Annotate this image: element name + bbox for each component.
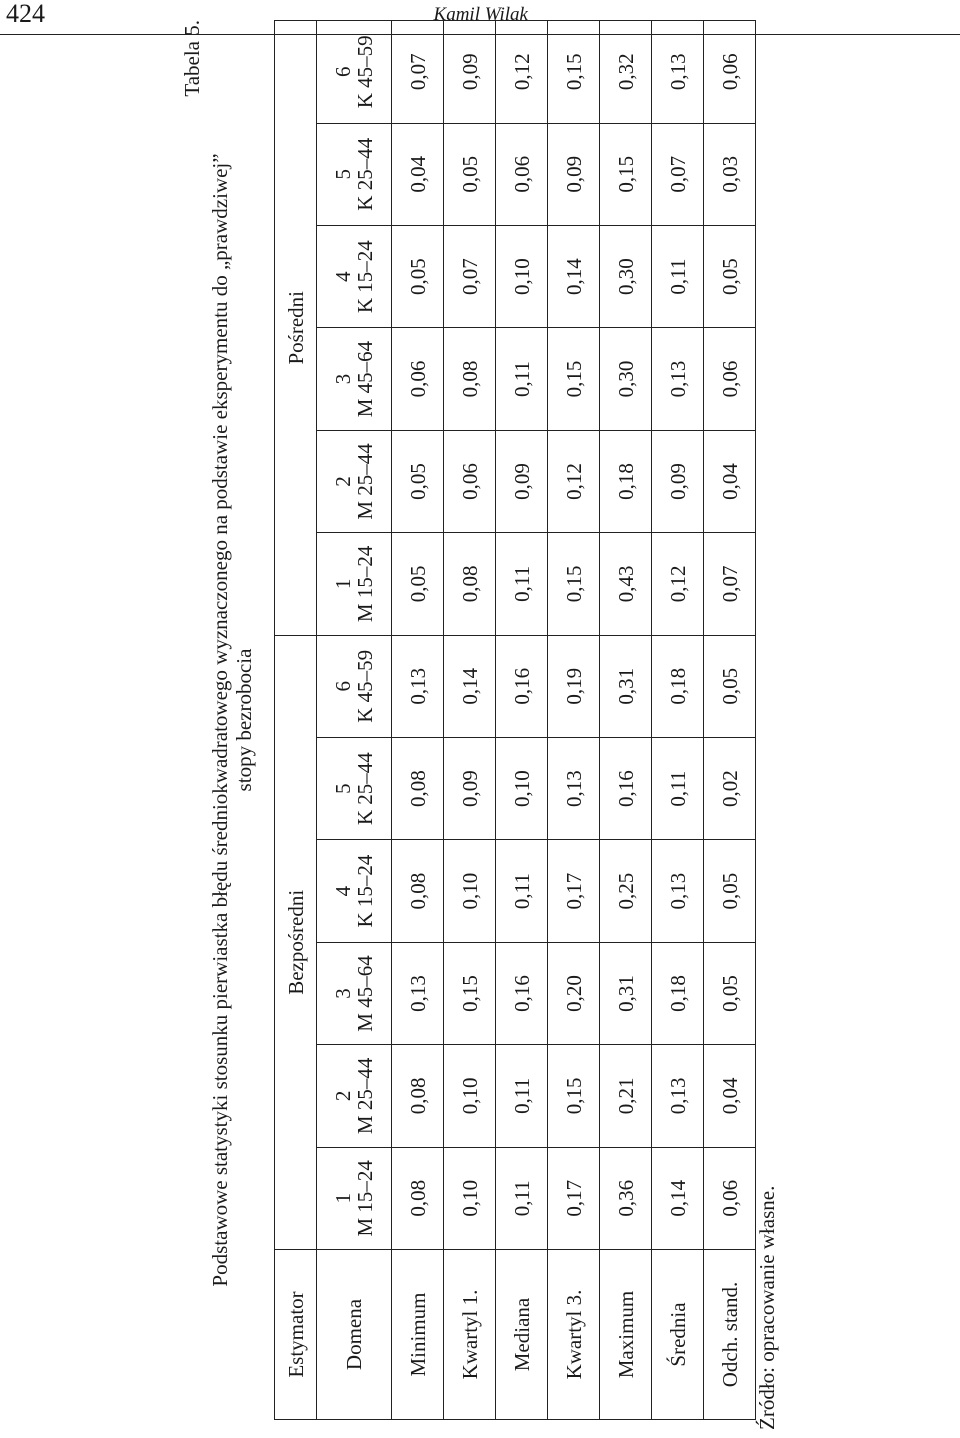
table-row [444, 21, 496, 1420]
table-cell: 0,16 [496, 942, 548, 1044]
table-cell: 0,17 [548, 840, 600, 942]
table-cell: 0,36 [600, 1147, 652, 1249]
table-cell: 0,11 [496, 1045, 548, 1147]
domain-label: M 45–64 [353, 340, 377, 418]
page-number: 424 [6, 0, 45, 28]
table-cell: 0,16 [600, 737, 652, 839]
table-row [600, 21, 652, 1420]
domain-number: 3 [331, 988, 355, 999]
table-cell: 0,06 [704, 21, 756, 124]
table-cell: 0,09 [548, 123, 600, 225]
source-note: Źródło: opracowanie własne. [755, 1185, 779, 1430]
table-cell: 0,12 [548, 430, 600, 532]
table-cell: 0,32 [600, 21, 652, 124]
table-cell: 0,09 [496, 430, 548, 532]
table-cell: 0,10 [444, 840, 496, 942]
domain-header-cell [317, 635, 392, 737]
domena-header: Domena [317, 1250, 392, 1420]
domain-header-cell [317, 840, 392, 942]
domain-number: 2 [331, 476, 355, 487]
domain-number: 5 [331, 168, 355, 180]
table-cell: 0,08 [444, 533, 496, 635]
table-row [496, 21, 548, 1420]
table-cell: 0,14 [548, 225, 600, 327]
domain-label: M 45–64 [353, 955, 377, 1032]
domain-header-cell [317, 1045, 392, 1147]
table-cell: 0,02 [704, 737, 756, 839]
table-cell: 0,11 [652, 225, 704, 327]
domain-number: 5 [331, 783, 355, 794]
table-cell: 0,08 [392, 1147, 444, 1249]
table-cell: 0,05 [704, 635, 756, 737]
table-row [704, 21, 756, 1420]
table-cell: 0,06 [704, 1147, 756, 1249]
domain-number: 1 [331, 1193, 355, 1204]
domain-header-cell [317, 430, 392, 532]
domain-number: 2 [331, 1090, 355, 1102]
table-cell: 0,25 [600, 840, 652, 942]
table-cell: 0,04 [704, 430, 756, 532]
domain-header-cell [317, 328, 392, 430]
row-label: Kwartyl 3. [548, 1250, 600, 1420]
table-cell: 0,09 [444, 21, 496, 124]
domain-label: K 25–44 [353, 137, 377, 211]
domain-label: K 45–59 [353, 649, 377, 723]
table-cell: 0,30 [600, 225, 652, 327]
table-cell: 0,10 [444, 1147, 496, 1249]
table-cell: 0,10 [496, 225, 548, 327]
table-cell: 0,11 [496, 533, 548, 635]
row-label: Kwartyl 1. [444, 1250, 496, 1420]
row-label: Mediana [496, 1250, 548, 1420]
domain-label: M 25–44 [353, 1057, 377, 1135]
table-cell: 0,16 [496, 635, 548, 737]
table-cell: 0,31 [600, 635, 652, 737]
table-cell: 0,17 [548, 1147, 600, 1249]
table-cell: 0,18 [652, 942, 704, 1044]
table-cell: 0,06 [392, 328, 444, 430]
table-cell: 0,15 [548, 1045, 600, 1147]
table-cell: 0,21 [600, 1045, 652, 1147]
table-cell: 0,13 [652, 1045, 704, 1147]
table-cell: 0,13 [548, 737, 600, 839]
table-cell: 0,13 [652, 840, 704, 942]
table-cell: 0,15 [548, 533, 600, 635]
table-cell: 0,13 [392, 942, 444, 1044]
table-cell: 0,07 [652, 123, 704, 225]
domain-number: 4 [331, 271, 355, 282]
domain-header-cell [317, 1147, 392, 1249]
table-cell: 0,05 [392, 533, 444, 635]
row-label: Minimum [392, 1250, 444, 1420]
table-cell: 0,06 [496, 123, 548, 225]
table-cell: 0,11 [652, 737, 704, 839]
table-cell: 0,19 [548, 635, 600, 737]
table-cell: 0,12 [496, 21, 548, 124]
table-cell: 0,10 [444, 1045, 496, 1147]
domain-number: 1 [331, 578, 355, 590]
table-label: Tabela 5. [180, 20, 204, 97]
domain-label: K 15–24 [353, 240, 377, 314]
domain-header-cell [317, 21, 392, 124]
table-cell: 0,13 [652, 328, 704, 430]
rotated-table-area [180, 10, 780, 1430]
table-row [392, 21, 444, 1420]
table-cell: 0,09 [652, 430, 704, 532]
table-cell: 0,11 [496, 840, 548, 942]
table-cell: 0,43 [600, 533, 652, 635]
table-cell: 0,05 [392, 225, 444, 327]
domain-label: M 15–24 [353, 1160, 377, 1237]
table-cell: 0,14 [652, 1147, 704, 1249]
table-cell: 0,08 [392, 840, 444, 942]
caption-line-1: Podstawowe statystyki stosunku pierwiastka błędu średniokwadratowego wyznaczonego na podstawie eksperymentu do „prawdziwej” [208, 153, 232, 1287]
table-row [652, 21, 704, 1420]
table-row [548, 21, 600, 1420]
table-cell: 0,05 [444, 123, 496, 225]
table-cell: 0,05 [704, 840, 756, 942]
group-header-indirect: Pośredni [275, 21, 317, 636]
domain-number: 3 [331, 373, 355, 385]
table-cell: 0,07 [392, 21, 444, 124]
table-cell: 0,13 [392, 635, 444, 737]
domain-number: 6 [331, 66, 355, 78]
table-cell: 0,07 [704, 533, 756, 635]
table-cell: 0,04 [392, 123, 444, 225]
row-label: Odch. stand. [704, 1250, 756, 1420]
table-cell: 0,31 [600, 942, 652, 1044]
domain-number: 4 [331, 885, 355, 897]
table-cell: 0,05 [392, 430, 444, 532]
domain-header-cell [317, 533, 392, 635]
table-cell: 0,12 [652, 533, 704, 635]
table-cell: 0,09 [444, 737, 496, 839]
table-header-row [275, 21, 317, 1420]
table-cell: 0,03 [704, 123, 756, 225]
domain-header-cell [317, 942, 392, 1044]
domain-label: K 45–59 [353, 35, 377, 109]
domain-header-cell [317, 737, 392, 839]
domain-number: 6 [331, 681, 355, 692]
table-cell: 0,07 [444, 225, 496, 327]
domain-label: M 15–24 [353, 545, 377, 623]
estymator-header: Estymator [275, 1250, 317, 1420]
table-cell: 0,11 [496, 328, 548, 430]
table-cell: 0,08 [444, 328, 496, 430]
caption-line-2: stopy bezrobocia [232, 648, 256, 792]
row-label: Maximum [600, 1250, 652, 1420]
table-cell: 0,13 [652, 21, 704, 124]
table-cell: 0,08 [392, 737, 444, 839]
table-cell: 0,15 [548, 21, 600, 124]
table-cell: 0,10 [496, 737, 548, 839]
domain-label: M 25–44 [353, 443, 377, 520]
table-cell: 0,11 [496, 1147, 548, 1249]
table-cell: 0,18 [652, 635, 704, 737]
table-cell: 0,04 [704, 1045, 756, 1147]
table-cell: 0,05 [704, 942, 756, 1044]
table-cell: 0,06 [444, 430, 496, 532]
table-cell: 0,15 [600, 123, 652, 225]
running-header: Kamil Wilak [433, 4, 528, 25]
table-cell: 0,14 [444, 635, 496, 737]
table-caption [208, 10, 256, 1430]
table-cell: 0,20 [548, 942, 600, 1044]
domain-label: K 15–24 [353, 854, 377, 928]
table-cell: 0,18 [600, 430, 652, 532]
domain-header-cell [317, 225, 392, 327]
table-cell: 0,15 [548, 328, 600, 430]
table-cell: 0,06 [704, 328, 756, 430]
table-cell: 0,05 [704, 225, 756, 327]
domain-header-row [317, 21, 392, 1420]
table-cell: 0,08 [392, 1045, 444, 1147]
table-cell: 0,30 [600, 328, 652, 430]
group-header-direct: Bezpośredni [275, 635, 317, 1249]
table-cell: 0,15 [444, 942, 496, 1044]
row-label: Średnia [652, 1250, 704, 1420]
statistics-table [274, 20, 756, 1420]
domain-header-cell [317, 123, 392, 225]
domain-label: K 25–44 [353, 752, 377, 826]
